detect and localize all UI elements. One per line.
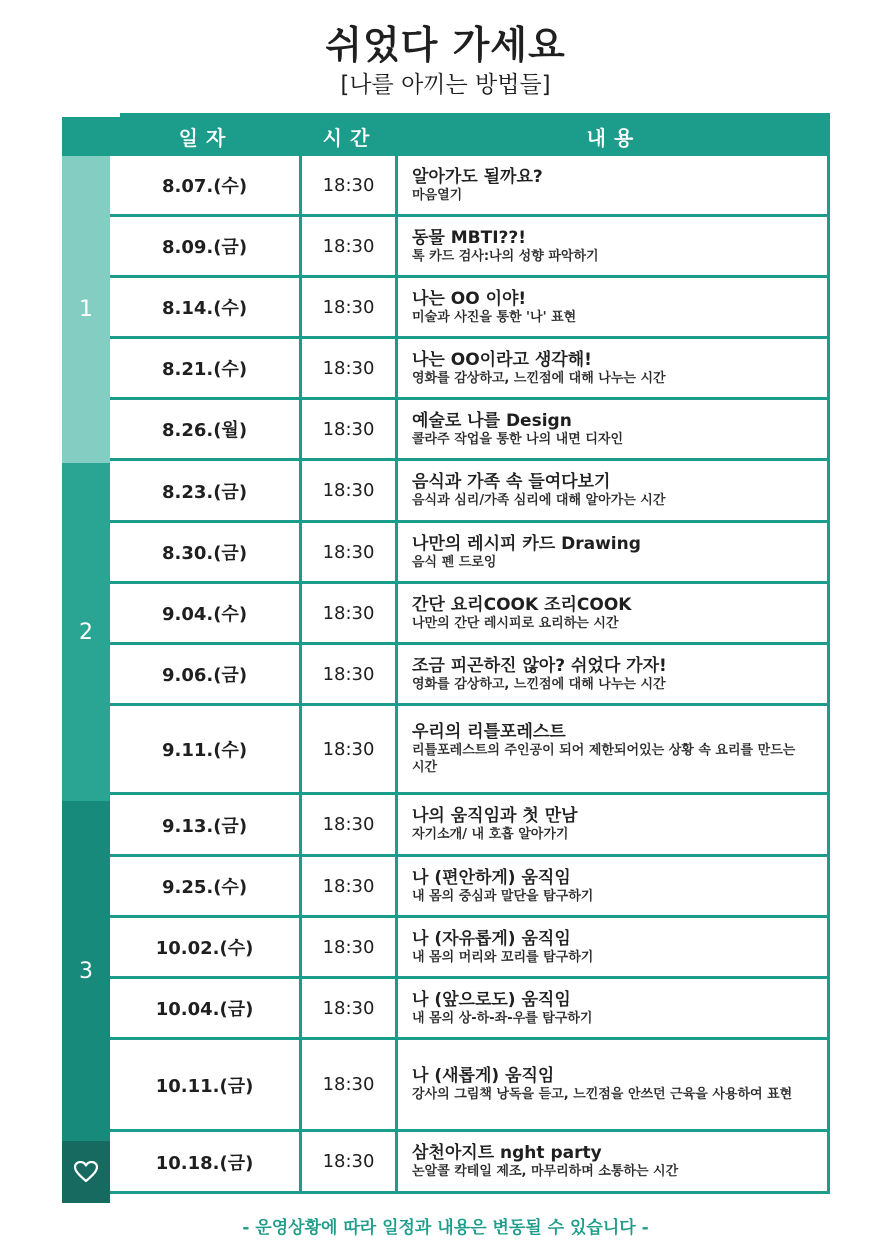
session-description: 영화를 감상하고, 느낀점에 대해 나누는 시간 — [412, 676, 666, 692]
session-date: 8.09.(금) — [110, 217, 302, 275]
session-content — [398, 156, 827, 214]
session-title: 나 (편안하게) 움직임 — [412, 867, 571, 888]
table-row — [110, 523, 830, 584]
table-row — [110, 1040, 830, 1132]
session-date: 10.04.(금) — [110, 979, 302, 1037]
session-date: 9.06.(금) — [110, 645, 302, 703]
table-row — [110, 278, 830, 339]
header-time: 시간 — [322, 126, 378, 150]
session-time: 18:30 — [302, 339, 398, 397]
session-time: 18:30 — [302, 156, 398, 214]
session-content — [398, 400, 827, 458]
page-subtitle: [나를 아끼는 방법들] — [340, 72, 551, 98]
session-description: 나만의 간단 레시피로 요리하는 시간 — [412, 615, 619, 631]
table-row — [110, 1132, 830, 1194]
session-description: 마음열기 — [412, 187, 463, 203]
table-row — [110, 857, 830, 918]
session-title: 예술로 나를 Design — [412, 410, 572, 431]
session-date: 10.18.(금) — [110, 1132, 302, 1191]
table-row — [110, 918, 830, 979]
session-description: 내 몸의 중심과 말단을 탐구하기 — [412, 888, 594, 904]
session-date: 10.02.(수) — [110, 918, 302, 976]
session-title: 삼천아지트 nght party — [412, 1143, 602, 1163]
session-time: 18:30 — [302, 1132, 398, 1191]
session-time: 18:30 — [302, 217, 398, 275]
session-description: 내 몸의 머리와 꼬리를 탐구하기 — [412, 949, 594, 965]
phase-1-label: 1 — [62, 156, 110, 463]
session-content — [398, 795, 827, 854]
table-row — [110, 217, 830, 278]
table-row — [110, 645, 830, 706]
phase-3-label: 3 — [62, 801, 110, 1141]
session-title: 동물 MBTI??! — [412, 227, 527, 248]
session-title: 나 (앞으로도) 움직임 — [412, 989, 571, 1010]
session-date: 8.26.(월) — [110, 400, 302, 458]
table-row — [110, 584, 830, 645]
session-content — [398, 918, 827, 976]
session-content — [398, 584, 827, 642]
session-date: 9.13.(금) — [110, 795, 302, 854]
session-time: 18:30 — [302, 584, 398, 642]
session-date: 8.23.(금) — [110, 461, 302, 520]
table-row — [110, 979, 830, 1040]
session-title: 나 (새롭게) 움직임 — [412, 1066, 555, 1086]
session-description: 미술과 사진을 통한 '나' 표현 — [412, 309, 577, 325]
table-row — [110, 461, 830, 523]
session-content — [398, 1132, 827, 1191]
session-title: 나는 OO 이야! — [412, 288, 527, 309]
session-content — [398, 979, 827, 1037]
session-date: 8.07.(수) — [110, 156, 302, 214]
session-time: 18:30 — [302, 523, 398, 581]
header-notch — [62, 113, 120, 117]
heart-icon — [74, 1161, 98, 1183]
session-time: 18:30 — [302, 1040, 398, 1129]
page-title: 쉬었다 가세요 — [325, 23, 566, 67]
session-content — [398, 645, 827, 703]
session-title: 나 (자유롭게) 움직임 — [412, 928, 571, 949]
session-content — [398, 523, 827, 581]
session-content — [398, 339, 827, 397]
session-date: 9.04.(수) — [110, 584, 302, 642]
session-time: 18:30 — [302, 645, 398, 703]
session-time: 18:30 — [302, 857, 398, 915]
session-time: 18:30 — [302, 979, 398, 1037]
session-description: 내 몸의 상-하-좌-우를 탐구하기 — [412, 1010, 593, 1026]
session-title: 음식과 가족 속 들여다보기 — [412, 472, 611, 492]
session-date: 8.30.(금) — [110, 523, 302, 581]
session-date: 8.14.(수) — [110, 278, 302, 336]
session-description: 음식과 심리/가족 심리에 대해 알아가는 시간 — [412, 493, 666, 508]
session-content — [398, 706, 827, 792]
session-title: 알아가도 될까요? — [412, 166, 543, 187]
session-content — [398, 1040, 827, 1129]
session-description: 리틀포레스트의 주인공이 되어 제한되어있는 상황 속 요리를 만드는 시간 — [412, 743, 796, 775]
session-time: 18:30 — [302, 400, 398, 458]
header-content: 내용 — [586, 126, 642, 150]
session-date: 9.25.(수) — [110, 857, 302, 915]
session-content — [398, 857, 827, 915]
footer-notice: - 운영상황에 따라 일정과 내용은 변동될 수 있습니다 - — [242, 1218, 649, 1238]
session-time: 18:30 — [302, 278, 398, 336]
session-time: 18:30 — [302, 795, 398, 854]
session-title: 조금 피곤하진 않아? 쉬었다 가자! — [412, 655, 667, 676]
final-session-marker — [62, 1141, 110, 1203]
table-row — [110, 795, 830, 857]
session-content — [398, 278, 827, 336]
session-title: 나는 OO이라고 생각해! — [412, 349, 592, 370]
session-time: 18:30 — [302, 461, 398, 520]
session-title: 나만의 레시피 카드 Drawing — [412, 533, 641, 554]
table-row — [110, 339, 830, 400]
session-title: 나의 움직임과 첫 만남 — [412, 806, 578, 826]
session-description: 영화를 감상하고, 느낀점에 대해 나누는 시간 — [412, 370, 666, 386]
session-date: 9.11.(수) — [110, 706, 302, 792]
session-description: 콜라주 작업을 통한 나의 내면 디자인 — [412, 431, 623, 447]
table-row — [110, 156, 830, 217]
session-date: 8.21.(수) — [110, 339, 302, 397]
phase-2-label: 2 — [62, 463, 110, 801]
table-header — [62, 113, 830, 156]
session-date: 10.11.(금) — [110, 1040, 302, 1129]
header-date: 일자 — [178, 126, 234, 150]
session-description: 강사의 그림책 낭독을 듣고, 느낀점을 안쓰던 근육을 사용하여 표현 — [412, 1087, 793, 1102]
session-title: 간단 요리COOK 조리COOK — [412, 594, 632, 615]
session-content — [398, 461, 827, 520]
session-title: 우리의 리틀포레스트 — [412, 722, 566, 742]
session-description: 논알콜 칵테일 제조, 마무리하며 소통하는 시간 — [412, 1164, 679, 1179]
session-content — [398, 217, 827, 275]
session-time: 18:30 — [302, 706, 398, 792]
session-description: 자기소개/ 내 호흡 알아가기 — [412, 827, 569, 842]
session-time: 18:30 — [302, 918, 398, 976]
session-description: 톡 카드 검사:나의 성향 파악하기 — [412, 248, 599, 264]
session-description: 음식 펜 드로잉 — [412, 554, 497, 570]
table-row — [110, 400, 830, 461]
table-row — [110, 706, 830, 795]
